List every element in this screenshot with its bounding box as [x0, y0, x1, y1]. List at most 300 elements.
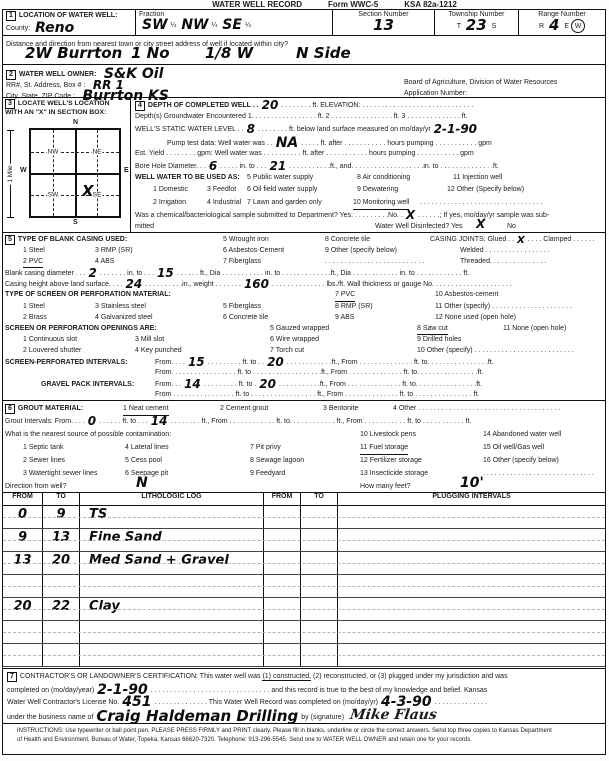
weight-value: 160: [243, 277, 269, 292]
disinfected-label: Water Well Disinfected? Yes: [375, 222, 463, 230]
township-label: Township Number: [448, 11, 505, 18]
opening-option-saw-cut-underlined: 8 Saw cut: [417, 323, 448, 335]
feet-label: How many feet?: [360, 483, 411, 490]
section7-certification: [3, 669, 605, 724]
section4-number: 4: [135, 101, 145, 111]
plug-from: [279, 553, 285, 568]
section2-owner: [3, 65, 605, 104]
diameter-label-2: . . . . . . . in. to . . .: [99, 270, 154, 278]
plug-to: [316, 576, 322, 591]
use-option: 4 Industrial: [207, 198, 242, 206]
section7-number: 7: [7, 672, 17, 682]
direction-label: Direction from well?: [5, 483, 67, 490]
section3-4-band: [3, 98, 605, 233]
casing-row-1: [5, 245, 603, 256]
plug-desc: [338, 507, 344, 522]
plug-to: [316, 622, 322, 637]
est-yield-line: Est. Yield . . . . . . . . gpm: Well water was . . . . . . . . . . ft. after . . . . . . . . . . . hours pumping . . . . . . . . . . . gpm: [135, 149, 474, 157]
table-row: [3, 621, 605, 644]
distance-label: Distance and direction from nearest town or city street address of well if located within city?: [6, 41, 289, 48]
table-row: [3, 506, 605, 529]
col-header-plugging-intervals: PLUGGING INTERVALS: [432, 493, 511, 500]
use-option: 9 Dewatering: [357, 186, 399, 194]
grout-interval-label-3: . . . . . . . . ft., From . . . . . . . . . . . . ft. to. . . . . . . . . . . . ft., From . . . . . . . . . . . ft. to . . . . . . . . . . . ft.: [170, 418, 472, 425]
certification-text: (2) reconstructed, or (3) plugged under my jurisdiction and was: [313, 673, 508, 680]
diameter-label-3: . . . . . . ft., Dia . . . . . . . . . . . in. to . . . . . . . . . . . . .ft., Dia . . . . . . . . . . . . in. to . . . . . . . . . . . . ft.: [176, 270, 470, 278]
business-name-label: under the business name of: [7, 714, 94, 721]
use-option: 1 Domestic: [153, 186, 189, 194]
location-cell: [3, 10, 136, 35]
well-x-mark: X: [82, 182, 94, 201]
screen-interval-to: 20: [267, 355, 284, 370]
table-row: [3, 644, 605, 667]
interval-blank-line: From. . . . . . . . . . . . . . . . . ft. to . . . . . . . . . . . . . . . . . .ft., From . . . . . . . . . . . . . . ft. to. . . . . . . . . . . . . . . .ft.: [155, 369, 484, 377]
range-e: E: [564, 23, 570, 30]
use-option: 11 Injection well: [453, 174, 503, 182]
disinfected-yes-x: X: [476, 216, 486, 231]
feet-value: 10': [460, 475, 484, 491]
disinfected-row: [135, 216, 603, 232]
owner-heading: WATER WELL OWNER:: [18, 71, 97, 78]
owner-value: S&K Oil: [103, 66, 164, 82]
table-row: [3, 529, 605, 552]
screen-option: 6 Concrete tile: [223, 313, 269, 321]
use-option-monitoring-well-underlined: 10 Monitoring well: [353, 197, 409, 210]
license-label: Water Well Contractor's License No.: [7, 699, 120, 706]
compass-w: W: [20, 167, 27, 174]
col-header-to-2: TO: [301, 493, 338, 505]
section6-number: 6: [5, 404, 15, 414]
sample-question-2: . . . . . .; If yes, mo/day/yr sample was sub-: [418, 211, 550, 219]
col-header-from: FROM: [3, 493, 43, 505]
casing-option: 3 RMP (SR): [95, 247, 133, 255]
county-label: County:: [6, 25, 31, 32]
plug-from: [279, 507, 285, 522]
depth-value: 20: [261, 98, 279, 112]
range-w-circled: [571, 19, 585, 33]
contamination-row-1: [5, 441, 603, 454]
form-title: [0, 0, 609, 9]
table-row: [3, 598, 605, 621]
contamination-row-3: [5, 467, 603, 480]
plug-desc: [338, 599, 344, 614]
screen-row-1: [5, 301, 603, 312]
section-number-value: 13: [373, 16, 394, 34]
certification-constructed-underlined: (1) constructed,: [262, 673, 312, 680]
contamination-option: 3 Watertight sewer lines: [23, 470, 98, 477]
contamination-row-2: [5, 454, 603, 467]
litho-from: 13: [13, 553, 32, 568]
quadrant-ne: NE: [92, 148, 102, 155]
litho-from: 20: [13, 599, 32, 614]
distance-value-3: 1/8 W: [205, 44, 254, 62]
plug-to: [316, 553, 322, 568]
plug-desc: [338, 530, 344, 545]
opening-option: 1 Continuous slot: [23, 335, 78, 343]
static-level-value: 8: [246, 122, 255, 137]
record-completed-date: 4-3-90: [381, 694, 432, 710]
use-header-row: [135, 172, 603, 184]
grout-from-value: 0: [87, 414, 97, 428]
contamination-option: 4 Lateral lines: [125, 444, 169, 451]
compass-n: N: [73, 119, 79, 126]
contamination-option: 16 Other (specify below): [483, 457, 559, 464]
direction-value: N: [136, 475, 148, 491]
contamination-option: 10 Livestock pens: [360, 431, 417, 438]
contamination-option-fuel-storage-underlined: 11 Fuel storage: [360, 441, 408, 455]
diagram-dash: [97, 130, 98, 216]
pump-test-label-2: . . . . . ft. after . . . . . . . . . . . hours pumping . . . . . . . . . . . gpm: [301, 139, 492, 147]
groundwater-line: Depth(s) Groundwater Encountered 1. . . . . . . . . . . . . . . . . ft. 2 . . . . . . . . . . . . . . . . ft. 3 . . . . . . . . . . . . . . ft.: [135, 113, 468, 121]
grout-interval-label-2: . . . . . . ft. to . . .: [99, 418, 148, 425]
pump-test-value: NA: [275, 134, 299, 151]
litho-to: [58, 576, 64, 591]
static-level-label-2: . . . . . . . . ft. below land surface measured on mo/day/yr: [257, 126, 431, 134]
fraction-2-value: NW: [181, 17, 209, 33]
grout-option: 3 Bentonite: [323, 405, 359, 412]
section2-number: 2: [6, 70, 16, 80]
direction-row: [5, 475, 603, 493]
lithologic-header-row: [3, 493, 605, 506]
plug-to: [316, 599, 322, 614]
section-diagram: [29, 128, 121, 218]
city-label: City, State, ZIP Code :: [6, 93, 75, 100]
casing-option: 6 Asbestos-Cement: [223, 247, 285, 255]
plug-from: [279, 530, 285, 545]
certification-text: . . . . . . . . . . . . . . . . . . . . . . . . . . . . . . . and this record is true to the best of my knowledge and belief. Kansas: [150, 687, 488, 694]
quarter-glyph: ¼: [244, 22, 251, 29]
township-value: 23: [465, 16, 487, 34]
lithologic-log-table: [3, 493, 605, 669]
address-label: RR#, St. Address, Box # :: [6, 82, 86, 89]
static-level-label: WELL'S STATIC WATER LEVEL . .: [135, 126, 244, 134]
litho-to: [58, 622, 64, 637]
quarter-glyph: ¼: [170, 22, 177, 29]
litho-from: 0: [17, 507, 28, 522]
diameter-label: Blank casing diameter . . .: [5, 270, 86, 278]
diagram-dash: [31, 195, 119, 196]
mitted-wrap: mitted: [135, 222, 155, 230]
grout-option: 4 Other . . . . . . . . . . . . . . . . . . . . . . . . . . . . . . . . . . . . .: [393, 405, 561, 412]
license-number: 451: [122, 694, 152, 710]
completed-on-date: 2-1-90: [97, 682, 148, 698]
use-option: 3 Feedlot: [207, 186, 237, 194]
plug-desc: [338, 645, 344, 660]
litho-to: 22: [51, 599, 71, 614]
litho-desc: Med Sand + Gravel: [89, 553, 229, 568]
disinfected-no-label: No: [507, 222, 516, 230]
mile-label: 1 Mile: [7, 165, 15, 183]
county-value: Reno: [35, 20, 75, 36]
grout-interval-label: Grout Intervals: From. . . .: [5, 418, 85, 425]
plug-from: [279, 599, 285, 614]
range-cell: [519, 10, 605, 35]
section3-heading: LOCATE WELL'S LOCATION WITH AN "X" IN SECTION BOX:: [5, 100, 110, 116]
bore-diameter-value: 6: [208, 158, 218, 173]
contamination-option: 1 Septic tank: [23, 444, 64, 451]
diameter-value: 2: [88, 266, 97, 281]
opening-option: 3 Mill slot: [135, 335, 165, 343]
application-number-label: Application Number:: [404, 90, 468, 97]
use-option: 5 Public water supply: [247, 174, 314, 182]
use-option: 12 Other (Specify below): [447, 186, 525, 194]
quadrant-se: SE: [92, 191, 102, 198]
bore-depth-value: 21: [269, 158, 287, 173]
fraction-3-value: SE: [222, 17, 242, 33]
opening-option: 9 Drilled holes: [417, 335, 462, 343]
casing-option-dots: . . . . . . . . . . . . . . . . . . . . . . . . . .: [325, 258, 425, 266]
screen-option-pvc-underlined: 7 PVC: [335, 289, 355, 301]
interval-label: From. . . .: [155, 359, 185, 367]
openings-row-2: [5, 345, 603, 356]
use-option: 8 Air conditioning: [357, 174, 411, 182]
grout-to-value: 14: [150, 414, 168, 428]
screen-material-header: [5, 289, 603, 300]
opening-option: 7 Torch cut: [270, 346, 305, 354]
joints-glued-x: X: [517, 235, 525, 246]
casing-option: 8 Concrete tile: [325, 236, 371, 243]
litho-to: 9: [56, 507, 66, 522]
instructions-line-2: of Health and Environment, Bureau of Water, Topeka, Kansas 66620-7320. Telephone: 913-296-5545. Send one to WATER WELL OWNER and retain one for your records.: [17, 736, 472, 743]
township-s: S: [491, 23, 497, 30]
section-number-label: Section Number: [358, 11, 409, 18]
litho-to: 20: [51, 553, 71, 568]
sample-no-x: X: [405, 207, 416, 222]
grout-option-neat-cement-underlined: 1 Neat cement: [123, 402, 169, 416]
grout-heading: GROUT MATERIAL:: [17, 405, 84, 412]
openings-header: [5, 323, 603, 334]
static-level-date: 2-1-90: [433, 122, 478, 137]
litho-to: [58, 645, 64, 660]
form-body: [2, 9, 606, 755]
section3-number: 3: [5, 99, 15, 109]
pump-test-label: Pump test data: Well water was . .: [167, 139, 273, 147]
section3-location-box: [3, 98, 131, 232]
joints-label: CASING JOINTS: Glued . .: [430, 236, 515, 243]
contamination-option: 12 Fertilizer storage: [360, 457, 422, 464]
litho-from: 9: [17, 530, 28, 545]
screen-option: 8 RMP (SR): [335, 302, 373, 310]
contamination-option: 5 Cess pool: [125, 457, 162, 464]
form-statute: KSA 82a-1212: [404, 0, 457, 9]
use-option: 6 Oil field water supply: [247, 186, 318, 194]
plug-desc: [338, 622, 344, 637]
contamination-option: 14 Abandoned water well: [483, 431, 562, 438]
plug-desc: [338, 553, 344, 568]
bore-label-3: . . . . . . . . . . .ft., and. . . . . . . . . . . . . . . . . . .in. to . . . . . . . . . . . . . .ft.: [289, 162, 499, 170]
joints-threaded: Threaded. . . . . . . . . . . . . . .: [460, 258, 547, 266]
business-name-value: Craig Haldeman Drilling: [96, 707, 299, 724]
quadrant-nw: NW: [47, 148, 59, 155]
screen-option: 12 None used (open hole): [435, 313, 516, 321]
certification-dots: . . . . . . . . . . . . . .: [434, 699, 488, 706]
height-label-2: . . . . . . . . . .in., weight . . . . . . .: [145, 281, 241, 289]
openings-heading: SCREEN OR PERFORATION OPENINGS ARE:: [5, 324, 157, 332]
township-cell: [435, 10, 519, 35]
casing-option: 7 Fiberglass: [223, 258, 262, 266]
height-value: 24: [125, 277, 143, 292]
fraction-cell: [136, 10, 333, 35]
casing-option-pvc-underlined: 2 PVC: [23, 256, 43, 268]
use-option: 7 Lawn and garden only: [247, 198, 322, 206]
opening-option: 10 Other (specify) . . . . . . . . . . . . . . . . . . . . . . . . . .: [417, 346, 574, 354]
litho-desc: [86, 645, 92, 660]
litho-to: 13: [51, 530, 71, 545]
opening-option: 2 Louvered shutter: [23, 346, 82, 354]
contamination-option: 8 Sewage lagoon: [250, 457, 305, 464]
signature-value: Mike Flaus: [348, 707, 438, 723]
compass-s: S: [73, 219, 78, 226]
record-completed-label: . . . . . . . . . . . . . . This Water Well Record was completed on (mo/day/yr): [154, 699, 379, 706]
interval-label: . . . . . . . . . ft. to .: [203, 381, 257, 389]
address-value: RR 1: [92, 78, 124, 92]
opening-option: 11 None (open hole): [503, 324, 567, 332]
casing-option: 1 Steel: [23, 247, 45, 255]
diagram-dash: [53, 130, 54, 216]
compass-e: E: [124, 167, 129, 174]
table-row: [3, 575, 605, 598]
sample-question: Was a chemical/bacteriological sample submitted to Department? Yes. . . . . . . . . .No. .: [135, 211, 403, 219]
interval-label: . . . . . . . . . ft. to . .: [207, 359, 265, 367]
grout-option: 2 Cement grout: [220, 405, 269, 412]
township-t: T: [456, 23, 461, 30]
screen-option: 9 ABS: [335, 313, 355, 321]
interval-label: . . . . . . . . . . .ft., From . . . . . . . . . . . . . . ft. to. . . . . . . . . . . . . . . .ft.: [278, 381, 483, 389]
agency-text: Board of Agriculture, Division of Water Resources: [404, 79, 558, 86]
distance-value-2: 1 No: [131, 44, 170, 62]
plug-to: [316, 645, 322, 660]
litho-desc: [86, 622, 92, 637]
screen-intervals-label: SCREEN-PERFORATED INTERVALS:: [5, 359, 128, 367]
bore-label-2: . . . . . in. to . . .: [220, 162, 267, 170]
use-row-1: [135, 184, 603, 196]
height-label: Casing height above land surface. . . .: [5, 281, 123, 289]
depth-label: DEPTH OF COMPLETED WELL . .: [147, 102, 259, 109]
contamination-option-dots: . . . . . . . . . . . . . . . . . . . . . . . . . . . . .: [483, 470, 594, 477]
joints-welded: Welded . . . . . . . . . . . . . . . . .: [460, 247, 550, 255]
distance-value-1: 2W Burrton: [25, 44, 123, 62]
contamination-option: 2 Sewer lines: [23, 457, 66, 464]
city-value: Burrton KS: [82, 88, 169, 104]
contamination-option: 9 Feedyard: [250, 470, 286, 477]
screen-option: 5 Fiberglass: [223, 302, 262, 310]
opening-option: 4 Key punched: [135, 346, 182, 354]
contamination-heading: What is the nearest source of possible contamination:: [5, 431, 172, 438]
screen-interval-from: 15: [187, 355, 205, 370]
use-option-dots: . . . . . . . . . . . . . . . . . . . . . . . . . . . . . . . .: [420, 198, 543, 206]
height-label-3: . . . . . . . . . . . . . . lbs./ft. Wall thickness or gauge No. . . . . . . . . . . . . . . . . . . . .: [272, 281, 512, 289]
contamination-option: 13 Insecticide storage: [360, 470, 429, 477]
range-w: W: [574, 23, 582, 30]
instructions-line-1: INSTRUCTIONS: Use typewriter or ball point pen. PLEASE PRESS FIRMLY and PRINT clearly. Please fill in blanks, underline or circle the correct answers. Send top three copies to Kansas Department: [17, 728, 552, 734]
distance-value-4: N Side: [296, 44, 351, 62]
quadrant-sw: SW: [47, 191, 59, 198]
completed-on-label: completed on (mo/day/year): [7, 687, 95, 694]
plug-desc: [338, 576, 344, 591]
interval-label: . . . . . . . . . . . .ft., From . . . . . . . . . . . . . . ft. to. . . . . . . . . . . . . . . .ft.: [286, 359, 494, 367]
plug-to: [316, 507, 322, 522]
range-r: R: [538, 23, 545, 30]
plug-to: [316, 530, 322, 545]
interval-label: From. . .: [155, 381, 182, 389]
form-number: Form WWC-5: [328, 0, 379, 9]
litho-from: [20, 645, 26, 660]
use-row-2: [135, 197, 603, 209]
distance-direction-row: [3, 36, 605, 65]
section5-casing: [3, 233, 605, 401]
fraction-label: Fraction: [139, 11, 165, 18]
screen-option: 1 Steel: [23, 302, 45, 310]
use-heading: WELL WATER TO BE USED AS:: [135, 174, 240, 182]
fraction-1-value: SW: [142, 17, 168, 33]
screen-heading: TYPE OF SCREEN OR PERFORATION MATERIAL:: [5, 291, 171, 299]
litho-desc: Fine Sand: [89, 530, 162, 545]
casing-heading: TYPE OF BLANK CASING USED:: [17, 236, 128, 243]
screen-option: 11 Other (specify) . . . . . . . . . . . . . . . . . . . . .: [435, 302, 572, 310]
col-header-to: TO: [43, 493, 80, 505]
joints-label-2: . . . . Clamped . . . . . .: [527, 236, 595, 243]
opening-option: 5 Gauzed wrapped: [270, 324, 330, 332]
one-mile-scale: [6, 130, 18, 218]
quarter-glyph: ¼: [211, 22, 218, 29]
litho-desc: Clay: [89, 599, 120, 614]
bore-label: Bore Hole Diameter. . .: [135, 162, 206, 170]
gravel-interval-from: 14: [184, 377, 201, 392]
litho-desc: [86, 576, 92, 591]
section6-grout: [3, 401, 605, 493]
form-title-main: WATER WELL RECORD: [212, 0, 303, 9]
section1-number: 1: [6, 11, 16, 21]
section4-well-data: [131, 98, 605, 232]
signature-label: by (signature): [301, 714, 345, 721]
col-header-lithologic-log: LITHOLOGIC LOG: [80, 493, 264, 505]
range-label: Range Number: [538, 11, 586, 18]
interval-blank-line: From . . . . . . . . . . . . . . . . ft. to . . . . . . . . . . . . . . . . . ft., From . . . . . . . . . . . . . . ft. to . . . . . . . . . . . . . . . ft.: [155, 391, 480, 399]
litho-from: [20, 622, 26, 637]
casing-option: 9 Other (specify below): [325, 247, 397, 255]
elevation-label: . . . . . . . . ft. ELEVATION: . . . . . . . . . . . . . . . . . . . . . . . . . . . . .: [281, 102, 474, 109]
gravel-interval-to: 20: [259, 377, 276, 392]
section-number-cell: [333, 10, 435, 35]
section5-number: 5: [5, 235, 15, 245]
screen-option: 3 Stainless steel: [95, 302, 146, 310]
table-row: [3, 552, 605, 575]
contamination-option: 6 Seepage pit: [125, 470, 169, 477]
casing-option: 5 Wrought iron: [223, 236, 269, 243]
litho-desc: TS: [89, 507, 108, 522]
plug-from: [279, 622, 285, 637]
litho-from: [20, 576, 26, 591]
casing-header-row: [5, 234, 603, 245]
instructions-block: [3, 724, 605, 744]
contamination-option: 15 Oil well/Gas well: [483, 444, 545, 451]
openings-row-1: [5, 334, 603, 345]
contamination-header: [5, 428, 603, 441]
range-value: 4: [548, 16, 560, 34]
use-option: 2 Irrigation: [153, 198, 187, 206]
section1-location-row: [3, 10, 605, 36]
screen-row-2: [5, 312, 603, 323]
diagram-horizontal-center: [31, 173, 119, 175]
casing-option: 4 ABS: [95, 258, 115, 266]
certification-text: CONTRACTOR'S OR LANDOWNER'S CERTIFICATION: This water well was: [19, 673, 261, 680]
screen-option: 4 Galvanized steel: [95, 313, 153, 321]
diameter-depth-value: 15: [156, 266, 174, 281]
diagram-dash: [31, 152, 119, 153]
col-header-from-2: FROM: [264, 493, 301, 505]
plug-from: [279, 645, 285, 660]
plug-from: [279, 576, 285, 591]
